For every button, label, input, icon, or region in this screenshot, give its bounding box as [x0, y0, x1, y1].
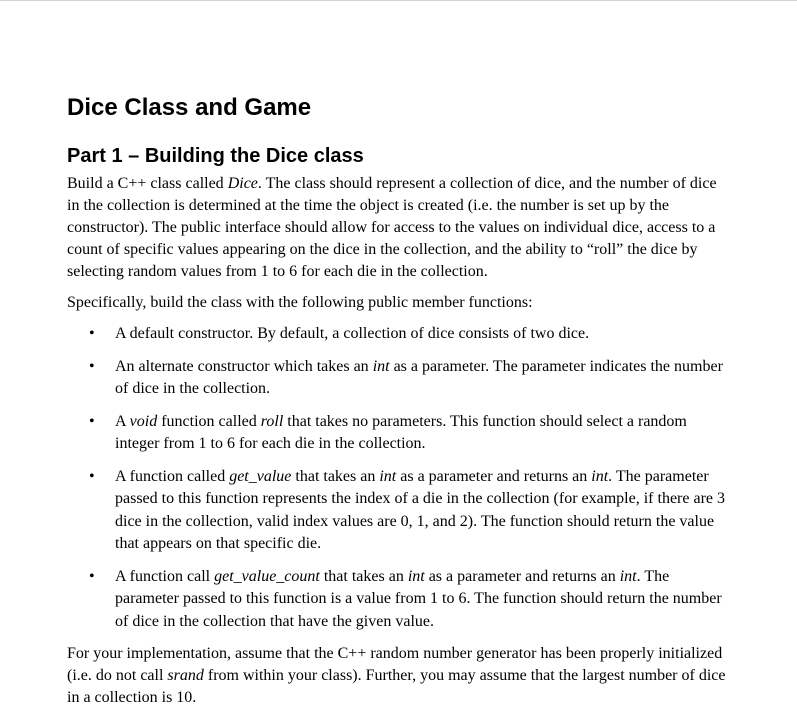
class-name: Dice [227, 175, 258, 192]
bullet-icon: • [89, 357, 95, 375]
list-item-emphasis: get_value_count [214, 567, 320, 585]
list-item [67, 356, 732, 401]
list-item [67, 566, 732, 634]
implementation-text-2: from within your class). Further, you may assume that the largest number of dice in a collection is 10. [67, 667, 726, 706]
part1-heading: Part 1 – Building the Dice class [67, 145, 364, 167]
list-item-text: A [115, 412, 130, 430]
list-item-text: function called [157, 412, 261, 430]
list-item-text: A default constructor. By default, a collection of dice consists of two dice. [115, 325, 590, 342]
list-item [67, 466, 732, 556]
intro-paragraph [67, 173, 732, 283]
list-item-emphasis: int [379, 467, 397, 485]
document-page [67, 91, 732, 718]
list-item-text: that takes an [319, 567, 408, 585]
list-item-text: . The parameter passed to this function represents the index of a die in the collection (for example, if there are 3 dice in the collection, valid index values are 0, 1, and 2). The function should return the value that appears on that specific die. [115, 467, 726, 552]
list-item-text: as a parameter. The parameter indicates the number of dice in the collection. [115, 357, 723, 397]
list-item-emphasis: get_value [229, 467, 292, 485]
list-item-text: An alternate constructor which takes an [115, 357, 373, 375]
bullet-icon: • [89, 567, 95, 585]
list-item-emphasis: void [129, 412, 158, 430]
list-item [67, 411, 732, 456]
list-item-emphasis: int [591, 467, 609, 485]
intro-text-1: Build a C++ class called [67, 175, 228, 192]
implementation-text-1: For your implementation, assume that the C++ random number generator has been properly initialized (i.e. do not call [67, 645, 723, 684]
member-function-list [67, 323, 732, 633]
srand-emphasis: srand [167, 667, 204, 684]
list-item-emphasis: int [407, 567, 425, 585]
list-item-text: A function call [115, 567, 215, 585]
list-item-text: that takes no parameters. This function should select a random integer from 1 to 6 for each die in the collection. [115, 412, 687, 452]
list-item-emphasis: roll [260, 412, 284, 430]
list-item-text: . The parameter passed to this function is a value from 1 to 6. The function should return the number of dice in the collection that have the given value. [115, 567, 722, 630]
document-title: Dice Class and Game [67, 94, 312, 121]
list-item-emphasis: int [619, 567, 637, 585]
list-item-emphasis: int [372, 357, 390, 375]
list-item-text: as a parameter and returns an [424, 567, 620, 585]
bullet-icon: • [89, 412, 95, 430]
list-item [67, 323, 732, 346]
bullet-icon: • [89, 325, 95, 342]
intro-text-2: . The class should represent a collection of dice, and the number of dice in the collection is determined at the time the object is created (i.e. the number is set up by the constructor). The public interface should allow for access to the values on individual dice, access to a count of specific values appearing on the dice in the collection, and the ability to “roll” the dice by selecting random values from 1 to 6 for each die in the collection. [67, 175, 717, 280]
list-item-text: that takes an [291, 467, 380, 485]
implementation-paragraph [67, 643, 732, 709]
list-item-text: A function called [115, 467, 230, 485]
list-item-text: as a parameter and returns an [396, 467, 592, 485]
specifically-paragraph: Specifically, build the class with the following public member functions: [67, 294, 533, 311]
bullet-icon: • [89, 467, 95, 485]
